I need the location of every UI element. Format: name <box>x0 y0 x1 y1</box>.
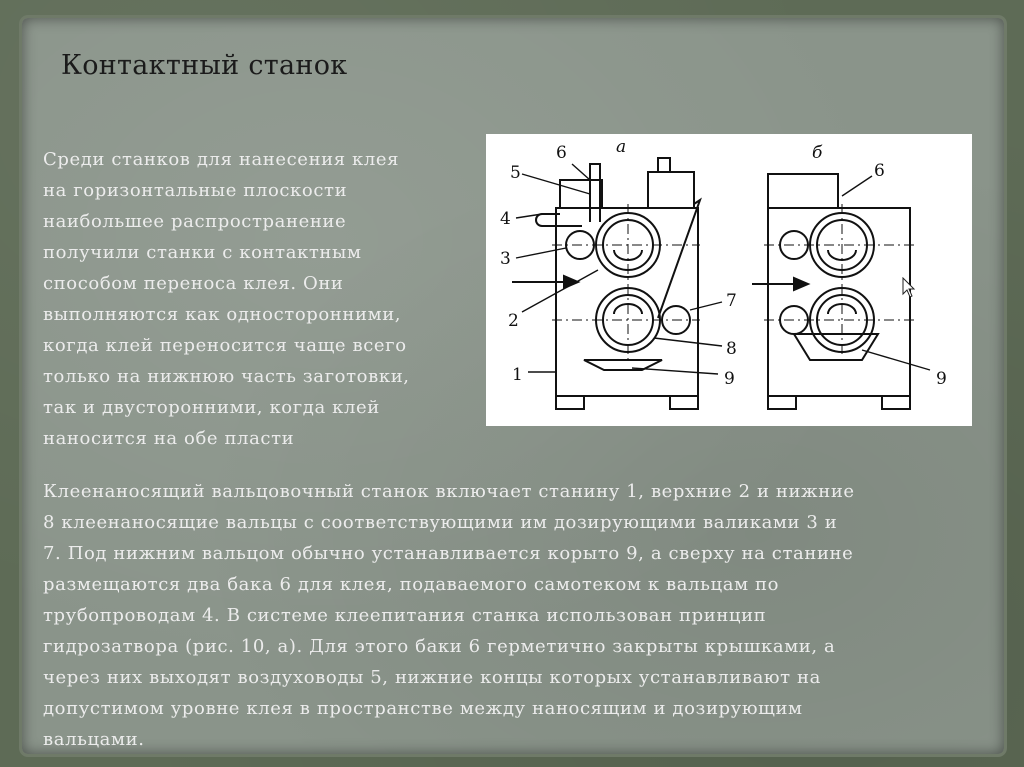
intro-line: наносится на обе пласти <box>43 428 295 449</box>
frame-b <box>768 208 910 396</box>
intro-line: выполняются как односторонними, <box>43 304 402 325</box>
intro-line: способом переноса клея. Они <box>43 273 344 294</box>
feed-arrow-b <box>794 278 808 290</box>
body-line: размещаются два бака 6 для клея, подаваемого самотеком к вальцам по <box>43 574 780 595</box>
callout-b-9: 9 <box>936 369 947 389</box>
pipeline-a-right <box>658 200 700 318</box>
mouse-pointer-icon <box>902 277 916 299</box>
intro-paragraph <box>43 144 473 454</box>
leg-b-right <box>882 396 910 409</box>
intro-line: только на нижнюю часть заготовки, <box>43 366 410 387</box>
figure-label-b: б <box>812 143 823 163</box>
body-line: трубопроводам 4. В системе клеепитания станка использован принцип <box>43 605 767 626</box>
leg-b-left <box>768 396 796 409</box>
callout-a-6: 6 <box>556 143 567 163</box>
callout-a-2: 2 <box>508 311 519 331</box>
intro-line: так и двусторонними, когда клей <box>43 397 380 418</box>
tank-b <box>768 174 838 208</box>
callout-a-1: 1 <box>512 365 523 385</box>
leg-a-right <box>670 396 698 409</box>
intro-line: наибольшее распространение <box>43 211 347 232</box>
intro-line: получили станки с контактным <box>43 242 362 263</box>
tray-a <box>584 360 662 370</box>
body-line: 8 клеенаносящие вальцы с соответствующими им дозирующими валиками 3 и <box>43 512 838 533</box>
machine-diagram <box>486 134 972 426</box>
callout-a-8: 8 <box>726 339 737 359</box>
machine-diagram-svg <box>486 134 972 426</box>
figure-label-a: а <box>616 137 627 157</box>
body-line: Клеенаносящий вальцовочный станок включает станину 1, верхние 2 и нижние <box>43 481 855 502</box>
body-paragraph <box>43 476 983 755</box>
body-line: гидрозатвора (рис. 10, а). Для этого баки 6 герметично закрыты крышками, а <box>43 636 836 657</box>
callout-a-3: 3 <box>500 249 511 269</box>
leg-a-left <box>556 396 584 409</box>
frame-a <box>556 208 698 396</box>
callout-a-9: 9 <box>724 369 735 389</box>
air-duct-a-left <box>590 164 600 222</box>
pipeline-a-left <box>536 214 582 226</box>
intro-line: когда клей переносится чаще всего <box>43 335 407 356</box>
callout-a-7: 7 <box>726 291 737 311</box>
slide-title: Контактный станок <box>61 50 348 81</box>
tray-b <box>794 334 878 360</box>
callout-b-6: 6 <box>874 161 885 181</box>
body-line: через них выходят воздуховоды 5, нижние концы которых устанавливают на <box>43 667 821 688</box>
air-duct-a-right <box>658 158 670 172</box>
callout-a-5: 5 <box>510 163 521 183</box>
intro-line: на горизонтальные плоскости <box>43 180 348 201</box>
callout-a-4: 4 <box>500 209 511 229</box>
tank-a-left <box>560 180 602 208</box>
body-line: допустимом уровне клея в пространстве между наносящим и дозирующим <box>43 698 803 719</box>
body-line: 7. Под нижним вальцом обычно устанавливается корыто 9, а сверху на станине <box>43 543 854 564</box>
intro-line: Среди станков для нанесения клея <box>43 149 400 170</box>
body-line: вальцами. <box>43 729 145 750</box>
tank-a-right <box>648 172 694 208</box>
